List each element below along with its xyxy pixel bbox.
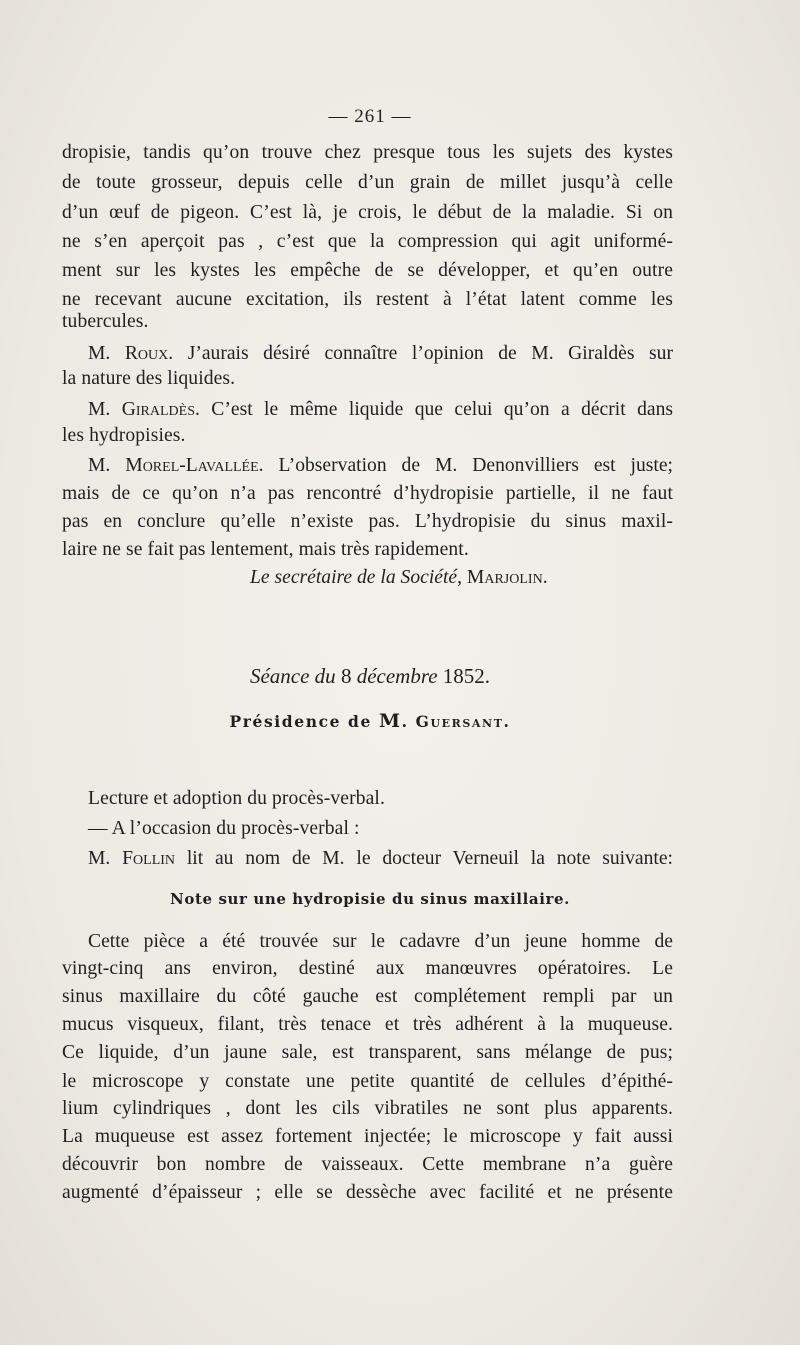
page-number: — 261 — [328,106,412,127]
speaker-name: Giraldès [121,399,195,420]
signature-comma: , [457,567,467,588]
text-line: — A l’occasion du procès-verbal : [88,818,360,839]
text-line: La muqueuse est assez fortement injectée; le microscope y fait aussi [62,1126,673,1147]
speaker-prefix: M. [88,399,122,420]
speaker-name: Morel-Lavallée [125,455,259,476]
text-line: laire ne se fait pas lentement, mais très rapidement. [62,539,469,560]
text-line: Lecture et adoption du procès-verbal. [88,788,385,809]
session-heading [0,662,740,690]
text-line: pas en conclure qu’elle n’existe pas. L’hydropisie du sinus maxil- [62,511,673,532]
speaker-prefix: M. [88,455,126,476]
speech-text: lit au nom de M. le docteur Verneuil la note suivante: [175,848,673,869]
presidence-text: Présidence de [229,712,379,731]
speech-giraldes [88,397,673,423]
secretary-signature [250,565,548,591]
text-line: d’un œuf de pigeon. C’est là, je crois, le début de la maladie. Si on [62,202,673,223]
text-line: découvrir bon nombre de vaisseaux. Cette membrane n’a guère [62,1154,673,1175]
text-line: les hydropisies. [62,425,186,446]
text-line: lium cylindriques , dont les cils vibratiles ne sont plus apparents. [62,1098,673,1119]
text-line: ne s’en aperçoit pas , c’est que la compression qui agit uniformé- [62,231,673,252]
presidence-m: M [378,710,402,732]
text-line: de toute grosseur, depuis celle d’un grain de millet jusqu’à celle [62,172,673,193]
text-line: Cette pièce a été trouvée sur le cadavre d’un jeune homme de [88,931,673,952]
presidence-name: Guersant [415,712,504,731]
signature-name: Marjolin [466,567,543,588]
session-prefix: Séance du [249,664,341,688]
speech-roux [88,341,673,367]
speaker-name: Follin [122,848,176,869]
speech-text: . L’observation de M. Denonvilliers est juste; [258,455,673,476]
session-year: 1852 [442,664,485,688]
session-day: 8 [340,664,352,688]
presidence-period: . [503,712,511,731]
text-line: mais de ce qu’on n’a pas rencontré d’hydropisie partielle, il ne faut [62,483,673,504]
text-line: augmenté d’épaisseur ; elle se dessèche avec facilité et ne présente [62,1182,673,1203]
speaker-prefix: M. [88,848,123,869]
text-line: vingt-cinq ans environ, destiné aux manœuvres opératoires. Le [62,958,673,979]
presidence-heading [0,710,740,732]
signature-role: Le secrétaire de la Société [250,567,458,588]
text-line: sinus maxillaire du côté gauche est complétement rempli par un [62,986,673,1007]
session-period: . [484,664,491,688]
speech-text: . C’est le même liquide que celui qu’on a décrit dans [195,399,673,420]
note-title: Note sur une hydropisie du sinus maxillaire. [170,890,570,908]
speaker-name: Roux [124,343,169,364]
text-line: le microscope y constate une petite quantité de cellules d’épithé- [62,1071,673,1092]
text-line: mucus visqueux, filant, très tenace et très adhérent à la muqueuse. [62,1014,673,1035]
speech-follin [88,846,673,872]
text-line: la nature des liquides. [62,368,236,389]
session-month: décembre [351,664,443,688]
speech-text: . J’aurais désiré connaître l’opinion de M. Giraldès sur [168,343,673,364]
text-line: dropisie, tandis qu’on trouve chez presque tous les sujets des kystes [62,142,673,163]
speaker-prefix: M. [88,343,125,364]
text-line: ne recevant aucune excitation, ils restent à l’état latent comme les [62,289,673,310]
text-line: ment sur les kystes les empêche de se développer, et qu’en outre [62,260,673,281]
text-line: tubercules. [62,311,149,332]
presidence-dot: . [401,712,416,731]
signature-period: . [542,567,548,588]
speech-morel-lavallee [88,453,673,479]
text-line: Ce liquide, d’un jaune sale, est transparent, sans mélange de pus; [62,1042,673,1063]
